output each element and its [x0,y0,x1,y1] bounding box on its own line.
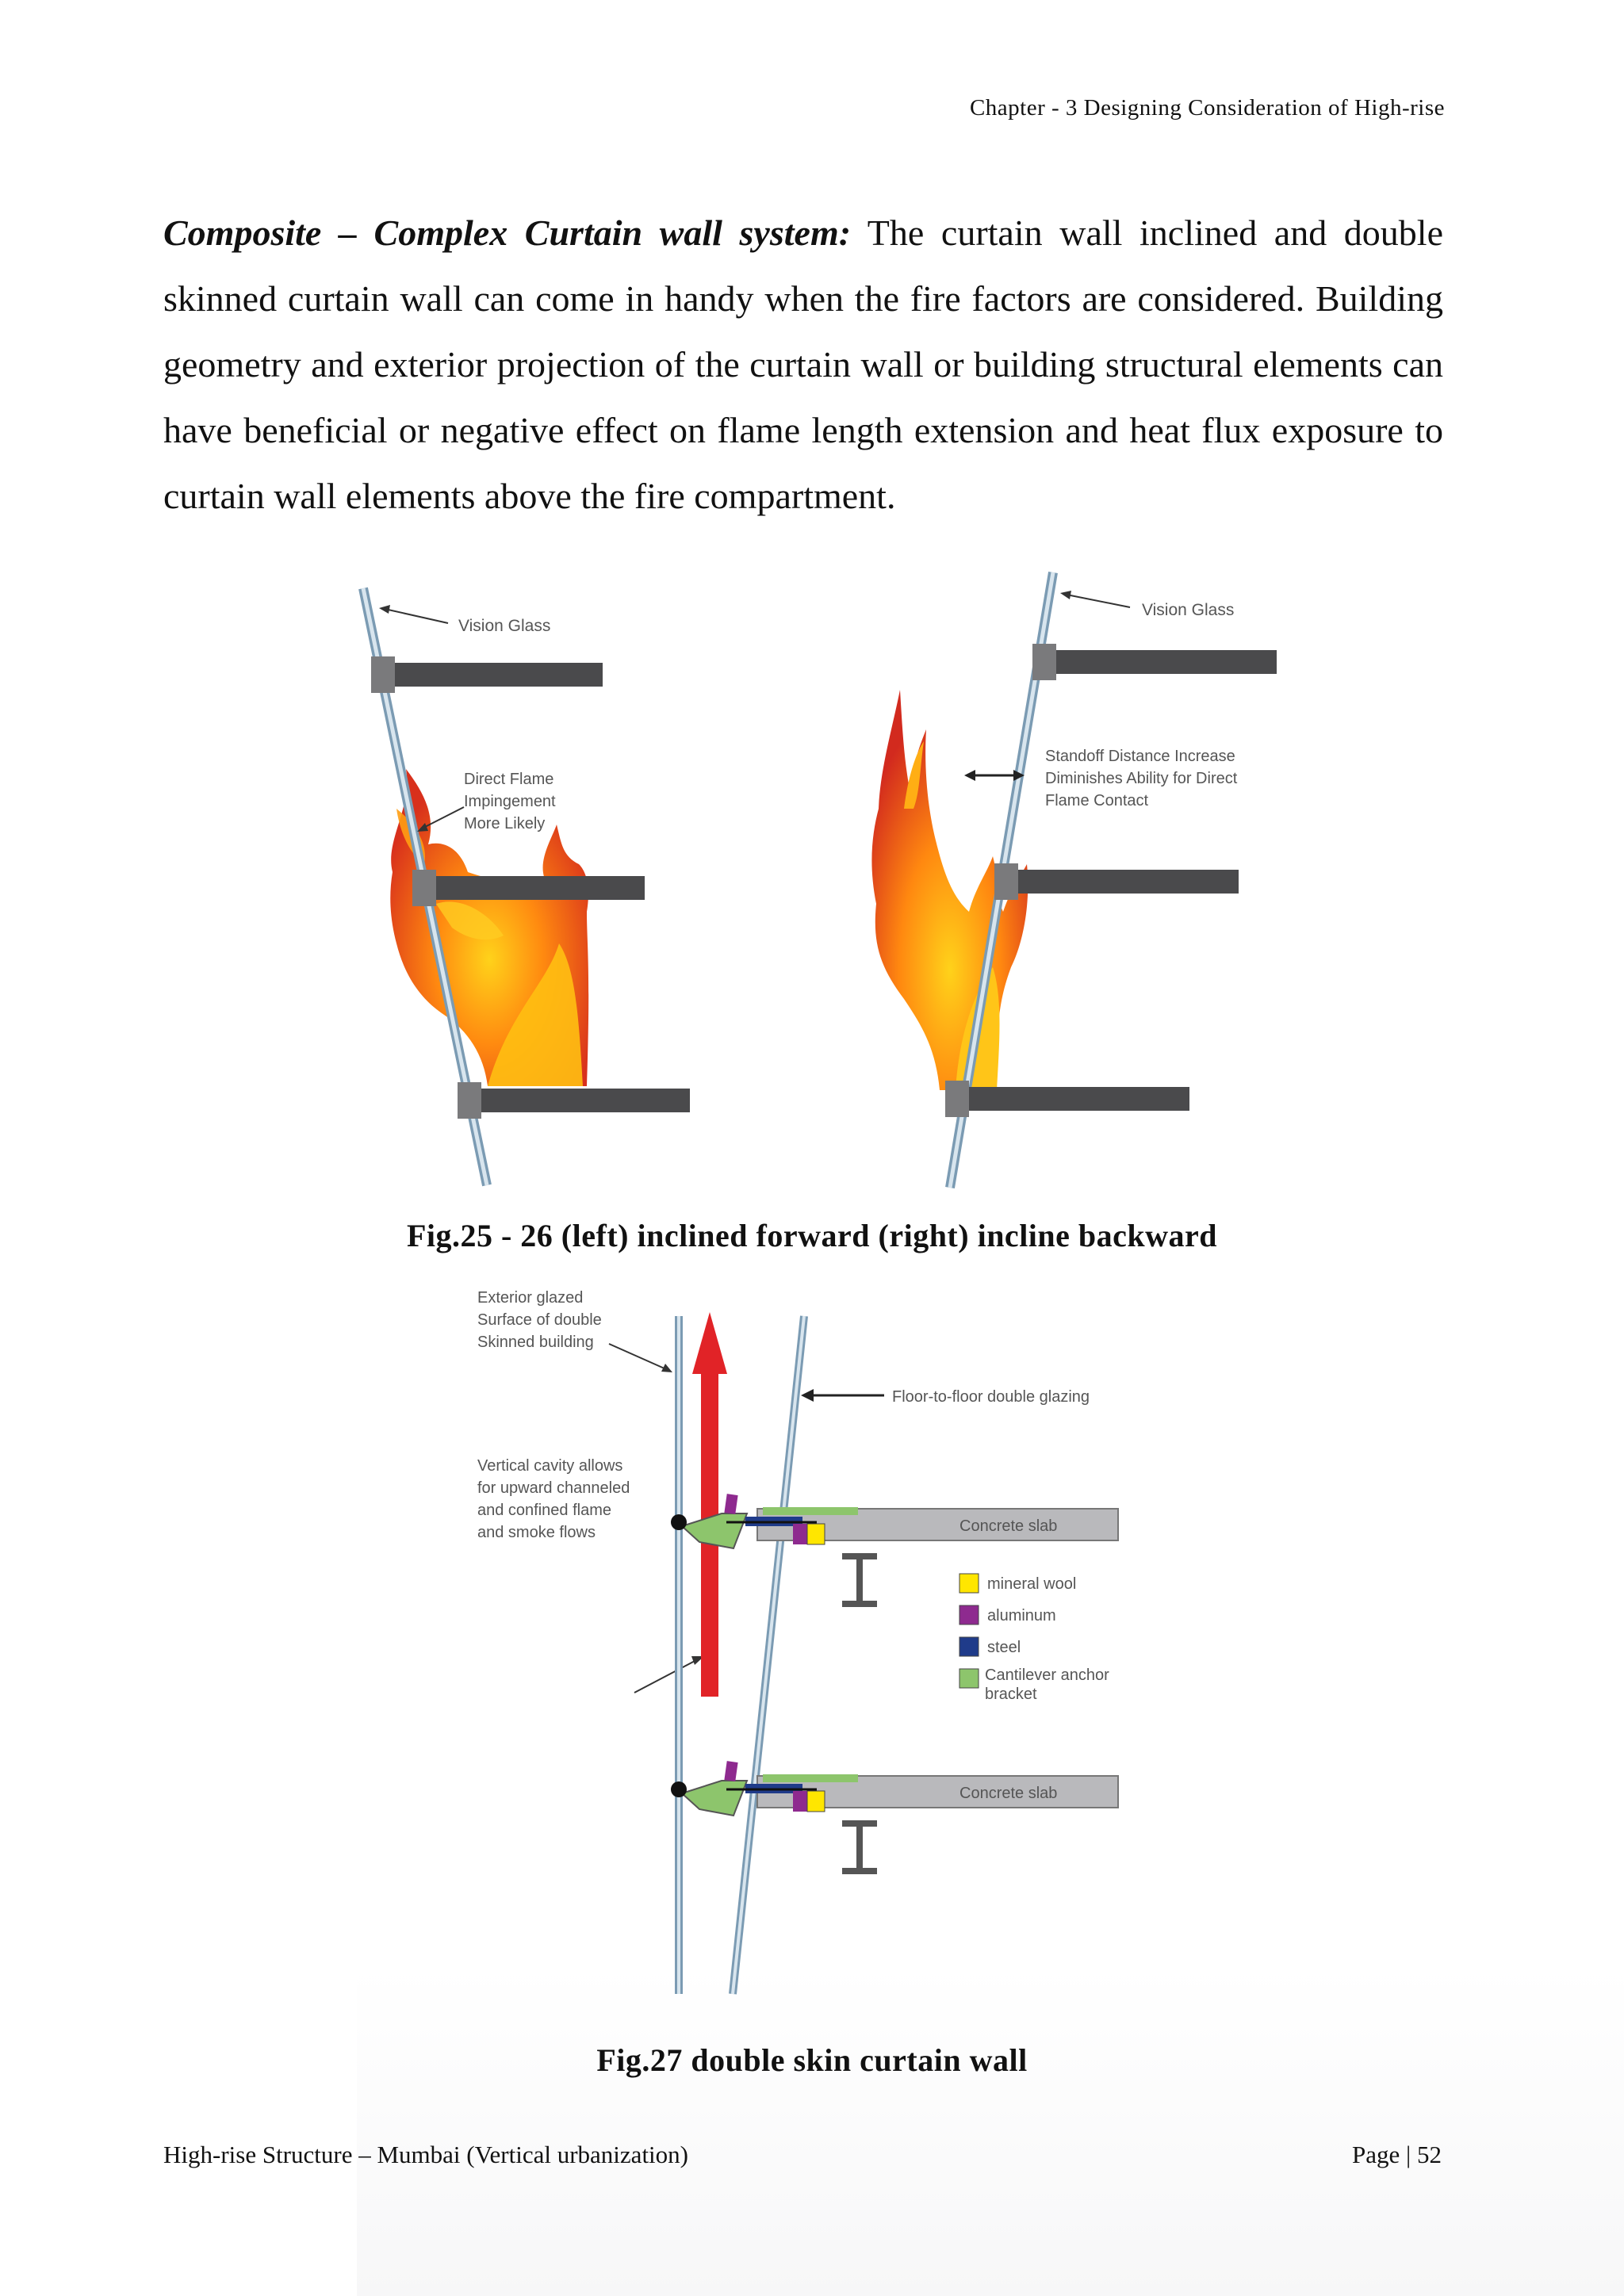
right-incline-backward-panel [871,572,1277,1188]
cavity-note-line-3: and confined flame [477,1502,612,1519]
cavity-note-line-1: Vertical cavity allows [477,1457,623,1475]
legend-swatch-mineral-wool [959,1574,979,1593]
left-vision-glass-arrowhead [379,605,390,614]
figure-double-skin-drawing [468,1280,1142,2010]
exterior-note-line-3: Skinned building [477,1334,594,1351]
cavity-pointer-arrow [634,1659,698,1693]
paragraph-text: The curtain wall inclined and double skinned curtain wall can come in handy when the fire factors are considered. Building geometry and exterior projection of the curtain wall or building structural elements can have beneficial or negative effect on flame length extension and heat flux exposure to curtain wall elements above the fire compartment. [163,212,1443,516]
lower-slab-label: Concrete slab [959,1785,1058,1802]
glazing-note-arrowhead [801,1389,814,1402]
inner-inclined-glazing [733,1316,804,1994]
right-vision-glass-leader [1067,595,1130,607]
left-vision-glass-callout [379,605,550,635]
right-vision-glass-callout [1060,591,1234,619]
figure-double-skin-curtain-wall [468,1280,1142,2010]
left-inclined-forward-panel [363,588,690,1185]
lower-floor-assembly [671,1761,1118,1874]
footer-title: High-rise Structure – Mumbai (Vertical urbanization) [163,2141,688,2168]
cavity-note-line-2: for upward channeled [477,1479,630,1497]
left-flame-note [417,771,556,832]
figure-25-26-caption: Fig.25 - 26 (left) inclined forward (right) incline backward [406,1218,1218,1253]
left-flame-note-line-2: Impingement [464,793,556,810]
legend-swatch-aluminum [959,1605,979,1624]
legend-swatch-steel [959,1637,979,1656]
legend-swatch-cantilever-anchor [959,1669,979,1688]
page-number: Page | 52 [1352,2141,1442,2168]
upper-slab-label: Concrete slab [959,1517,1058,1535]
cavity-note-line-4: and smoke flows [477,1524,596,1541]
standoff-distance-arrowhead-left [964,770,975,781]
right-vision-glass-arrowhead [1060,591,1071,599]
upward-flow-arrow [692,1312,727,1697]
glazing-note-label: Floor-to-floor double glazing [892,1388,1090,1406]
legend-label-cantilever-anchor-wrap [985,1666,1142,1713]
standoff-note-line-1: Standoff Distance Increase [1045,748,1235,765]
left-vision-glass-label: Vision Glass [458,617,551,635]
figure-27-caption: Fig.27 double skin curtain wall [596,2042,1028,2078]
exterior-note-leader [609,1344,666,1369]
exterior-note-line-1: Exterior glazed [477,1289,584,1307]
right-vision-glass-label: Vision Glass [1142,601,1235,619]
legend-label-aluminum: aluminum [987,1607,1056,1624]
figure-inclined-curtain-walls [349,571,1285,1205]
left-vision-glass-leader [385,609,448,623]
figure-inclined-curtain-walls-drawing [349,571,1285,1205]
exterior-note-line-2: Surface of double [477,1311,602,1329]
body-paragraph [163,200,1443,529]
left-flame-note-line-3: More Likely [464,815,546,832]
legend-label-cantilever-anchor: Cantilever anchor bracket [985,1667,1109,1703]
standoff-note-line-3: Flame Contact [1045,792,1149,809]
standoff-distance-callout [964,748,1238,809]
standoff-note-line-2: Diminishes Ability for Direct [1045,770,1238,787]
running-head: Chapter - 3 Designing Consideration of High-rise [969,95,1445,121]
page-shade [357,1966,1624,2296]
legend-label-steel: steel [987,1639,1021,1656]
legend-label-mineral-wool: mineral wool [987,1575,1077,1593]
left-flame-note-line-1: Direct Flame [464,771,554,788]
material-legend [959,1574,1142,1713]
section-lead: Composite – Complex Curtain wall system: [163,212,852,253]
